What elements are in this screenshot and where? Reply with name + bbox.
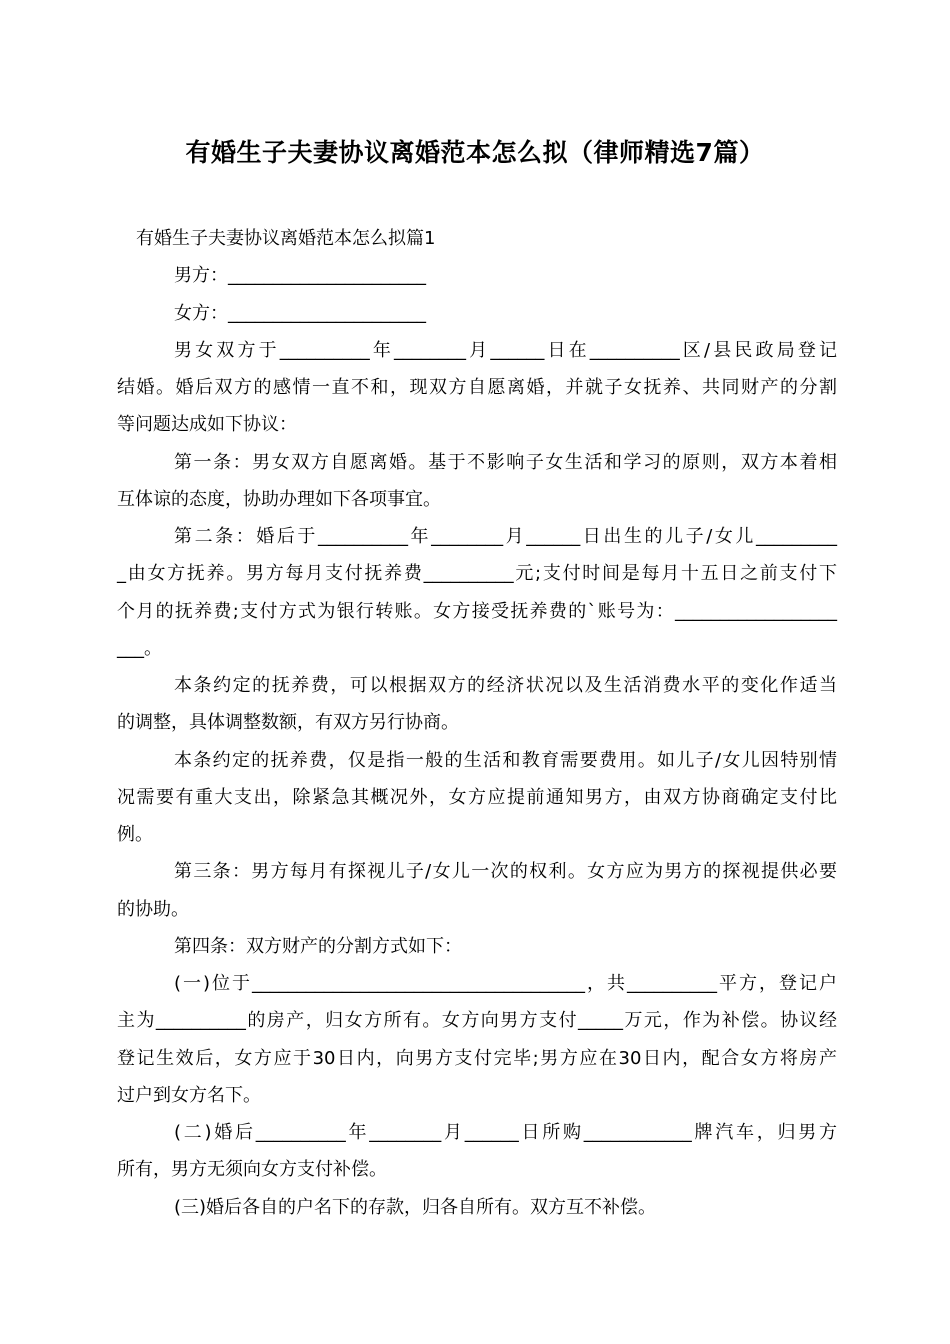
paragraph-line: 本条约定的抚养费，可以根据双方的经济状况以及生活消费水平的变化作适当 xyxy=(174,675,837,696)
paragraph-line: 况需要有重大支出，除紧急其概况外，女方应提前通知男方，由双方协商确定支付比 xyxy=(117,787,837,808)
article-2-line: 个月的抚养费;支付方式为银行转账。女方接受抚养费的`账号为：__________________ xyxy=(117,601,837,622)
article-3-line: 的协助。 xyxy=(117,899,189,920)
clause-1-line: 过户到女方名下。 xyxy=(117,1085,261,1106)
section-heading: 有婚生子夫妻协议离婚范本怎么拟篇1 xyxy=(136,228,436,249)
paragraph-line: 本条约定的抚养费，仅是指一般的生活和教育需要费用。如儿子/女儿因特别情 xyxy=(174,750,837,771)
article-4-heading: 第四条：双方财产的分割方式如下： xyxy=(174,936,462,957)
paragraph-line: 结婚。婚后双方的感情一直不和，现双方自愿离婚，并就子女抚养、共同财产的分割 xyxy=(117,377,837,398)
article-2-line: ___。 xyxy=(117,638,162,659)
article-3-line: 第三条：男方每月有探视儿子/女儿一次的权利。女方应为男方的探视提供必要 xyxy=(174,861,837,882)
paragraph-line: 男女双方于__________年________月______日在__________区/县民政局登记 xyxy=(174,340,837,361)
clause-3-line: (三)婚后各自的户名下的存款，归各自所有。双方互不补偿。 xyxy=(174,1197,657,1218)
clause-2-line: 所有，男方无须向女方支付补偿。 xyxy=(117,1159,387,1180)
paragraph-line: 的调整，具体调整数额，有双方另行协商。 xyxy=(117,712,459,733)
article-2-line: _由女方抚养。男方每月支付抚养费__________元;支付时间是每月十五日之前支付下 xyxy=(117,563,837,584)
clause-1-line: (一)位于_____________________________________，共__________平方，登记户 xyxy=(174,973,837,994)
female-party-line: 女方：______________________ xyxy=(174,303,426,324)
clause-1-line: 登记生效后，女方应于30日内，向男方支付完毕;男方应在30日内，配合女方将房产 xyxy=(117,1048,837,1069)
male-party-line: 男方：______________________ xyxy=(174,265,426,286)
article-2-line: 第二条：婚后于__________年________月______日出生的儿子/女儿_________ xyxy=(174,526,837,547)
paragraph-line: 等问题达成如下协议： xyxy=(117,414,297,435)
clause-1-line: 主为__________的房产，归女方所有。女方向男方支付_____万元，作为补偿。协议经 xyxy=(117,1010,837,1031)
paragraph-line: 例。 xyxy=(117,824,153,845)
clause-2-line: (二)婚后__________年________月______日所购____________牌汽车，归男方 xyxy=(174,1122,837,1143)
article-1-line: 互体谅的态度，协助办理如下各项事宜。 xyxy=(117,489,441,510)
article-1-line: 第一条：男女双方自愿离婚。基于不影响子女生活和学习的原则，双方本着相 xyxy=(174,452,837,473)
document-title: 有婚生子夫妻协议离婚范本怎么拟（律师精选7篇） xyxy=(185,138,765,167)
